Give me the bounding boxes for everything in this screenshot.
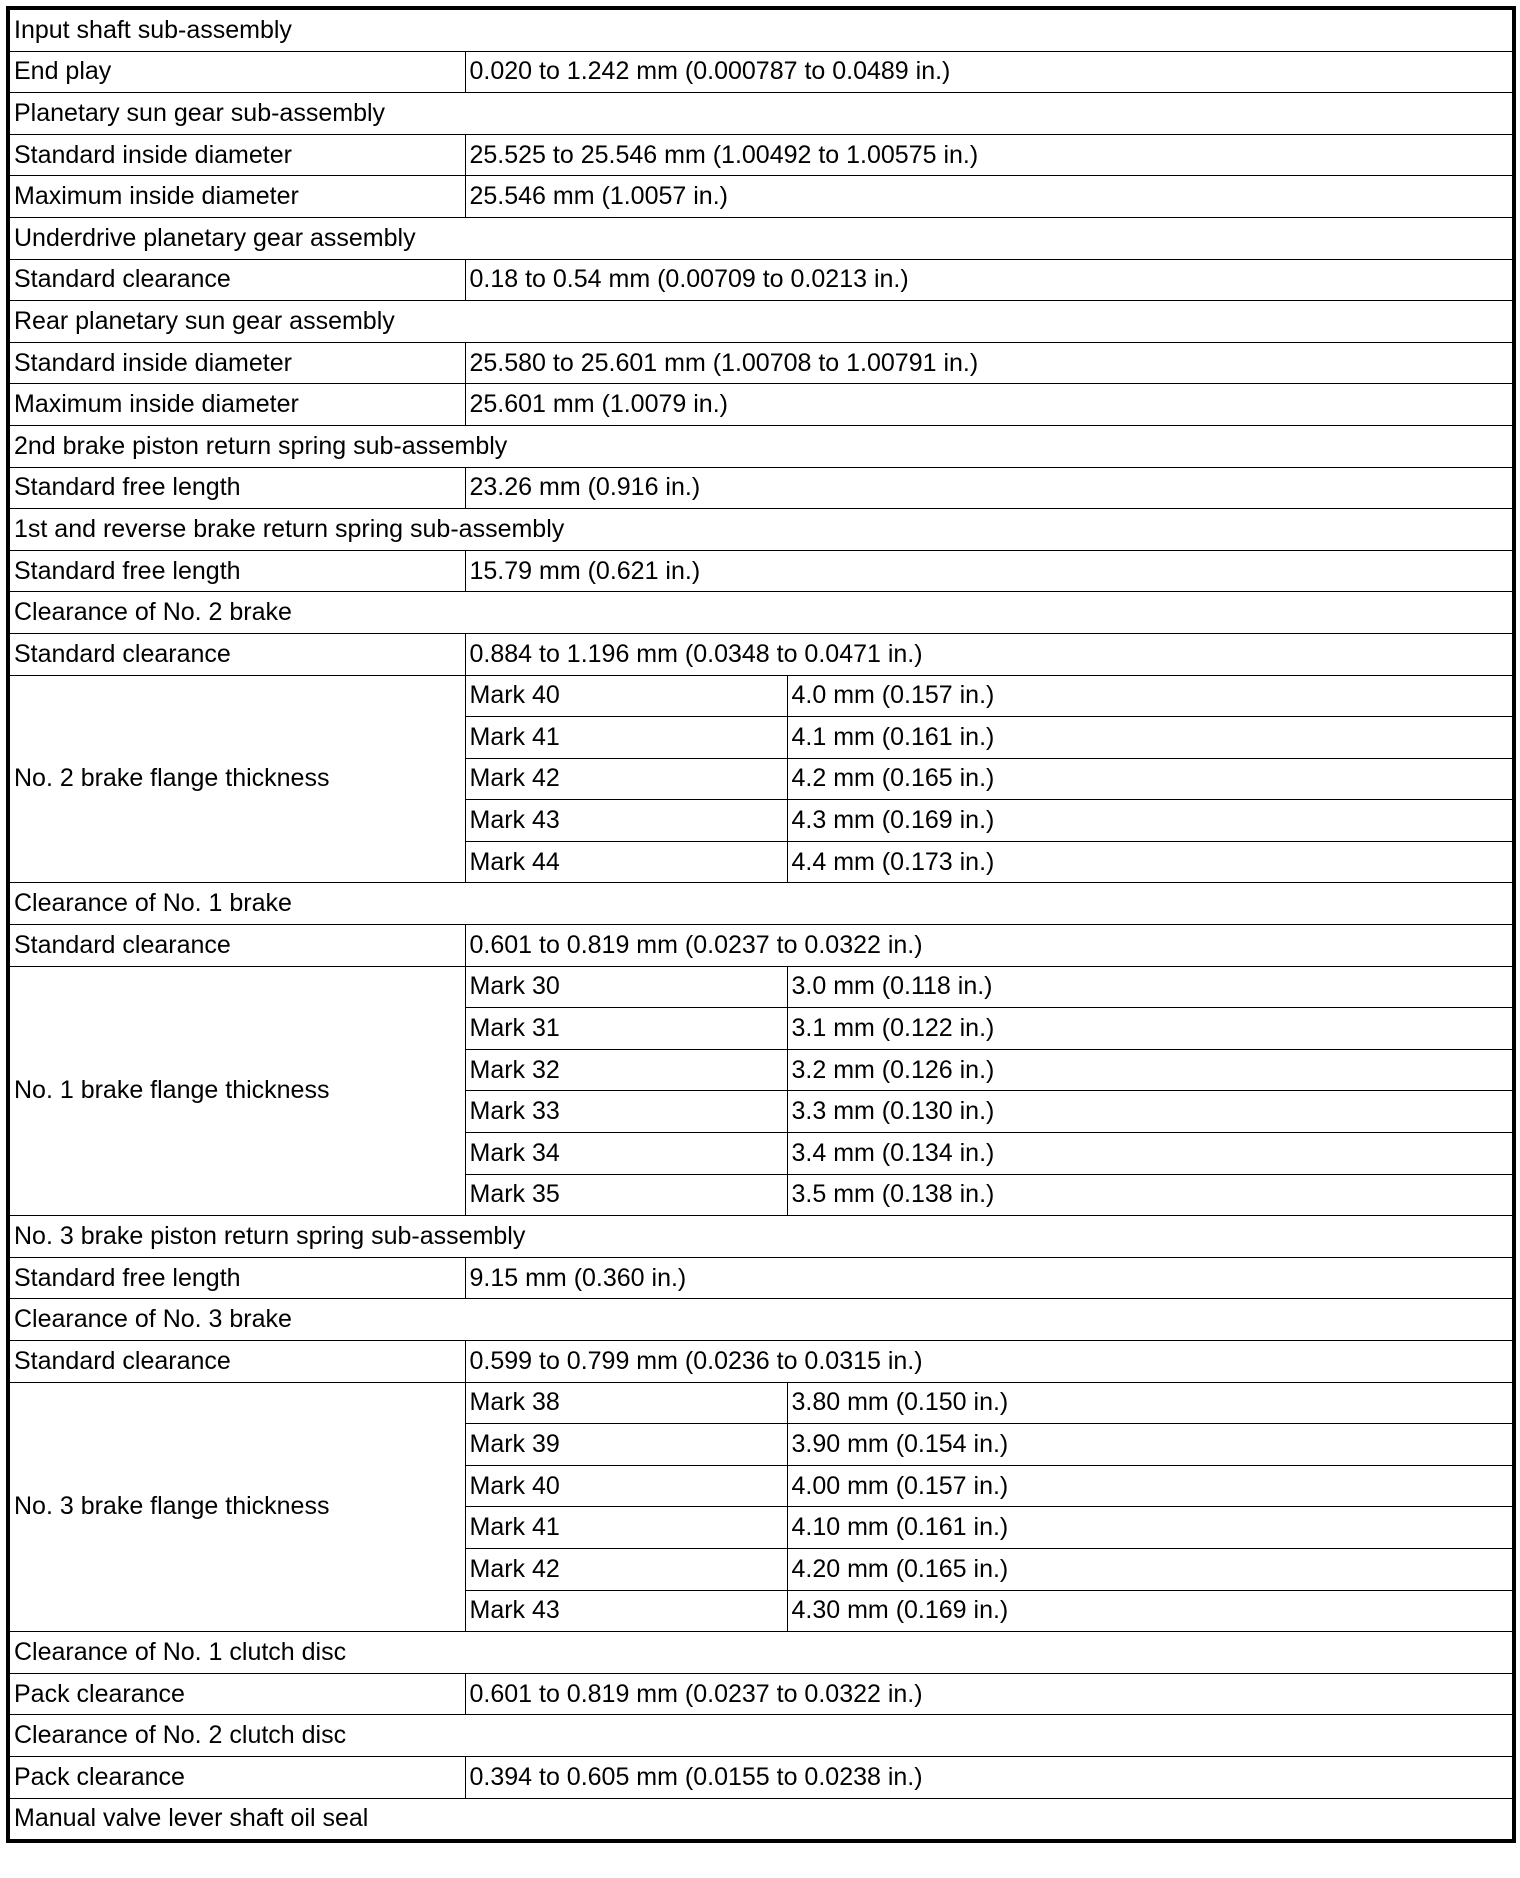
flange-mark-row <box>8 966 1514 1008</box>
spec-label: End play <box>8 51 465 93</box>
flange-mark: Mark 43 <box>465 1590 787 1632</box>
flange-mark-value: 3.80 mm (0.150 in.) <box>787 1382 1514 1424</box>
flange-mark: Mark 43 <box>465 800 787 842</box>
section-title: Manual valve lever shaft oil seal <box>8 1798 1514 1841</box>
section-header-row <box>8 93 1514 135</box>
section-title: 2nd brake piston return spring sub-assembly <box>8 425 1514 467</box>
spec-value: 25.601 mm (1.0079 in.) <box>465 384 1514 426</box>
section-title: Underdrive planetary gear assembly <box>8 217 1514 259</box>
spec-value: 25.525 to 25.546 mm (1.00492 to 1.00575 in.) <box>465 134 1514 176</box>
section-header-row <box>8 1216 1514 1258</box>
flange-mark-row <box>8 1382 1514 1424</box>
spec-label: Standard clearance <box>8 925 465 967</box>
spec-label: Standard inside diameter <box>8 342 465 384</box>
spec-label: Standard clearance <box>8 633 465 675</box>
flange-mark: Mark 41 <box>465 1507 787 1549</box>
flange-mark: Mark 34 <box>465 1133 787 1175</box>
flange-mark-value: 3.0 mm (0.118 in.) <box>787 966 1514 1008</box>
spec-value: 0.394 to 0.605 mm (0.0155 to 0.0238 in.) <box>465 1756 1514 1798</box>
spec-row <box>8 925 1514 967</box>
section-title: Clearance of No. 1 brake <box>8 883 1514 925</box>
flange-mark-value: 3.90 mm (0.154 in.) <box>787 1424 1514 1466</box>
spec-value: 0.601 to 0.819 mm (0.0237 to 0.0322 in.) <box>465 1673 1514 1715</box>
flange-mark: Mark 32 <box>465 1049 787 1091</box>
flange-mark-value: 4.10 mm (0.161 in.) <box>787 1507 1514 1549</box>
flange-mark-value: 4.1 mm (0.161 in.) <box>787 717 1514 759</box>
section-title: Input shaft sub-assembly <box>8 8 1514 51</box>
section-header-row <box>8 301 1514 343</box>
section-header-row <box>8 1798 1514 1841</box>
flange-mark: Mark 30 <box>465 966 787 1008</box>
section-header-row <box>8 883 1514 925</box>
section-title: 1st and reverse brake return spring sub-assembly <box>8 509 1514 551</box>
spec-row <box>8 342 1514 384</box>
section-title: Clearance of No. 3 brake <box>8 1299 1514 1341</box>
flange-mark-value: 4.2 mm (0.165 in.) <box>787 758 1514 800</box>
flange-mark: Mark 41 <box>465 717 787 759</box>
flange-mark: Mark 42 <box>465 758 787 800</box>
spec-label: Standard inside diameter <box>8 134 465 176</box>
section-title: Clearance of No. 1 clutch disc <box>8 1632 1514 1674</box>
flange-mark-value: 4.4 mm (0.173 in.) <box>787 841 1514 883</box>
section-header-row <box>8 1715 1514 1757</box>
spec-table <box>6 6 1516 1843</box>
flange-mark-value: 4.00 mm (0.157 in.) <box>787 1465 1514 1507</box>
flange-mark-value: 3.4 mm (0.134 in.) <box>787 1133 1514 1175</box>
section-header-row <box>8 425 1514 467</box>
flange-mark: Mark 40 <box>465 675 787 717</box>
section-header-row <box>8 1632 1514 1674</box>
spec-label: Maximum inside diameter <box>8 176 465 218</box>
flange-mark-row <box>8 675 1514 717</box>
spec-row <box>8 1673 1514 1715</box>
flange-thickness-label: No. 2 brake flange thickness <box>8 675 465 883</box>
spec-row <box>8 51 1514 93</box>
spec-row <box>8 134 1514 176</box>
section-header-row <box>8 592 1514 634</box>
flange-mark-value: 4.3 mm (0.169 in.) <box>787 800 1514 842</box>
flange-thickness-label: No. 1 brake flange thickness <box>8 966 465 1216</box>
spec-label: Standard clearance <box>8 1341 465 1383</box>
spec-value: 0.020 to 1.242 mm (0.000787 to 0.0489 in.) <box>465 51 1514 93</box>
spec-label: Standard free length <box>8 467 465 509</box>
flange-mark-value: 3.1 mm (0.122 in.) <box>787 1008 1514 1050</box>
spec-table-body <box>8 8 1514 1841</box>
flange-mark: Mark 42 <box>465 1548 787 1590</box>
section-header-row <box>8 1299 1514 1341</box>
section-header-row <box>8 217 1514 259</box>
spec-value: 0.599 to 0.799 mm (0.0236 to 0.0315 in.) <box>465 1341 1514 1383</box>
flange-mark-value: 3.5 mm (0.138 in.) <box>787 1174 1514 1216</box>
spec-row <box>8 176 1514 218</box>
flange-mark-value: 3.2 mm (0.126 in.) <box>787 1049 1514 1091</box>
flange-mark-value: 4.30 mm (0.169 in.) <box>787 1590 1514 1632</box>
spec-value: 9.15 mm (0.360 in.) <box>465 1257 1514 1299</box>
spec-label: Standard free length <box>8 550 465 592</box>
flange-mark-value: 4.20 mm (0.165 in.) <box>787 1548 1514 1590</box>
spec-row <box>8 1257 1514 1299</box>
flange-mark-value: 4.0 mm (0.157 in.) <box>787 675 1514 717</box>
spec-label: Pack clearance <box>8 1756 465 1798</box>
spec-value: 23.26 mm (0.916 in.) <box>465 467 1514 509</box>
spec-row <box>8 467 1514 509</box>
section-title: Rear planetary sun gear assembly <box>8 301 1514 343</box>
flange-mark: Mark 44 <box>465 841 787 883</box>
section-title: Clearance of No. 2 clutch disc <box>8 1715 1514 1757</box>
flange-mark: Mark 39 <box>465 1424 787 1466</box>
flange-mark: Mark 35 <box>465 1174 787 1216</box>
spec-value: 15.79 mm (0.621 in.) <box>465 550 1514 592</box>
flange-mark-value: 3.3 mm (0.130 in.) <box>787 1091 1514 1133</box>
spec-label: Standard clearance <box>8 259 465 301</box>
flange-mark: Mark 31 <box>465 1008 787 1050</box>
spec-value: 25.546 mm (1.0057 in.) <box>465 176 1514 218</box>
spec-row <box>8 633 1514 675</box>
spec-value: 0.18 to 0.54 mm (0.00709 to 0.0213 in.) <box>465 259 1514 301</box>
spec-value: 0.884 to 1.196 mm (0.0348 to 0.0471 in.) <box>465 633 1514 675</box>
spec-label: Pack clearance <box>8 1673 465 1715</box>
spec-row <box>8 384 1514 426</box>
flange-mark: Mark 40 <box>465 1465 787 1507</box>
spec-row <box>8 259 1514 301</box>
section-title: Planetary sun gear sub-assembly <box>8 93 1514 135</box>
flange-thickness-label: No. 3 brake flange thickness <box>8 1382 465 1632</box>
section-title: No. 3 brake piston return spring sub-assembly <box>8 1216 1514 1258</box>
spec-row <box>8 550 1514 592</box>
spec-label: Standard free length <box>8 1257 465 1299</box>
spec-value: 0.601 to 0.819 mm (0.0237 to 0.0322 in.) <box>465 925 1514 967</box>
spec-value: 25.580 to 25.601 mm (1.00708 to 1.00791 in.) <box>465 342 1514 384</box>
spec-row <box>8 1341 1514 1383</box>
flange-mark: Mark 38 <box>465 1382 787 1424</box>
spec-row <box>8 1756 1514 1798</box>
section-title: Clearance of No. 2 brake <box>8 592 1514 634</box>
section-header-row <box>8 8 1514 51</box>
spec-label: Maximum inside diameter <box>8 384 465 426</box>
section-header-row <box>8 509 1514 551</box>
flange-mark: Mark 33 <box>465 1091 787 1133</box>
